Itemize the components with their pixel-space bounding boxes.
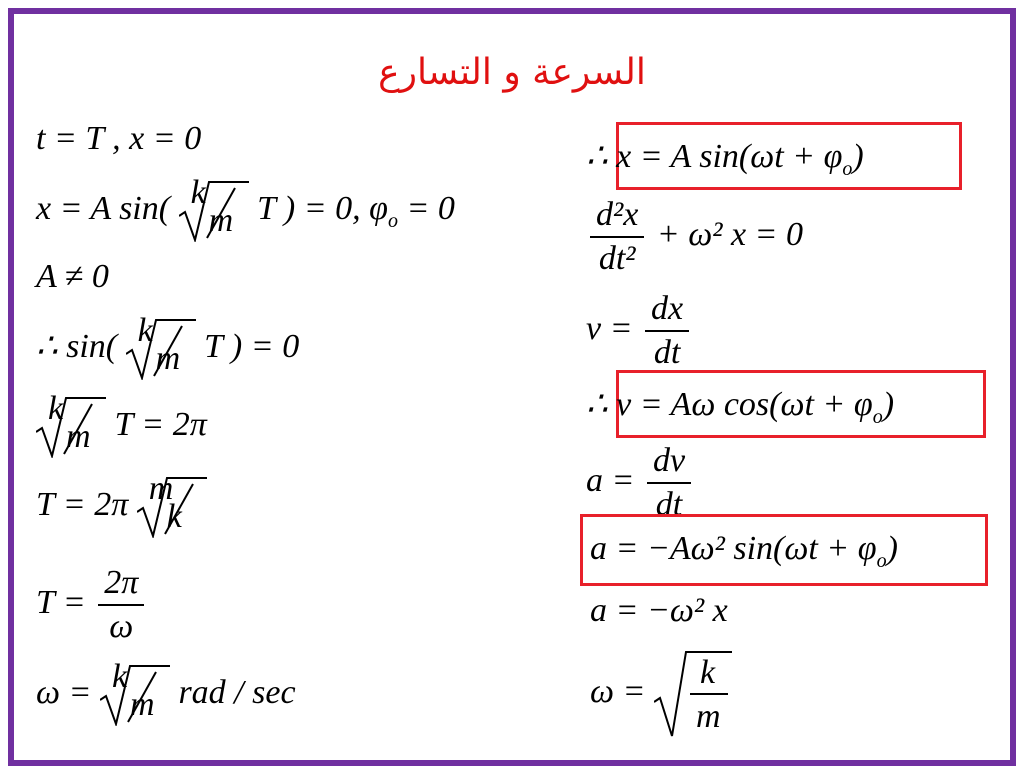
fraction-dx-dt <box>645 292 689 370</box>
left-eq-5 <box>36 390 207 458</box>
fraction-numerator: dv <box>652 442 686 479</box>
left-eq-2-b: T ) = 0, φ <box>257 189 388 227</box>
fraction-denominator: ω <box>98 604 144 644</box>
left-eq-3: A ≠ 0 <box>36 258 109 295</box>
right-eq-6-c: ) <box>886 530 898 567</box>
fraction-numerator: d²x <box>596 196 639 233</box>
fraction-denominator: m <box>695 698 721 735</box>
fraction-denominator: dt <box>645 330 689 370</box>
left-eq-7-a: T = <box>36 583 86 621</box>
left-eq-4 <box>36 312 300 380</box>
phi-subscript: o <box>842 158 853 180</box>
right-eq-2-b: + ω² x = 0 <box>656 215 803 253</box>
left-eq-8 <box>36 658 296 726</box>
sqrt-k-over-m <box>126 312 196 380</box>
left-eq-6-a: T = 2π <box>36 485 129 523</box>
fraction-numerator: dx <box>651 290 684 327</box>
fraction-2pi-over-omega <box>98 566 144 644</box>
left-eq-4-b: T ) = 0 <box>204 327 300 365</box>
left-eq-2 <box>36 174 455 242</box>
left-eq-8-b: rad / sec <box>178 673 296 711</box>
right-eq-5 <box>586 444 695 522</box>
left-eq-2-c: = 0 <box>397 189 455 227</box>
fraction-second-derivative <box>590 198 644 276</box>
sqrt-k-over-m <box>100 658 170 726</box>
left-eq-2-a: x = A sin( <box>36 189 171 227</box>
left-eq-1: t = T , x = 0 <box>36 120 202 157</box>
phi-subscript: o <box>876 550 887 572</box>
k-symbol: k <box>190 174 206 211</box>
right-eq-8 <box>590 650 732 738</box>
fraction-denominator: dt <box>647 482 691 522</box>
m-symbol: m <box>208 202 234 239</box>
sqrt-k-over-m <box>36 390 106 458</box>
right-eq-6-a: a = −Aω² sin(ωt + φ <box>590 530 877 567</box>
right-eq-4 <box>586 388 894 427</box>
sqrt-fraction-k-m <box>654 650 732 738</box>
slide-title: السرعة و التسارع <box>378 52 646 93</box>
m-symbol: m <box>66 418 91 455</box>
right-eq-7: a = −ω² x <box>590 592 728 629</box>
right-eq-3-a: v = <box>586 309 633 347</box>
phi-subscript: o <box>872 406 883 428</box>
left-eq-8-a: ω = <box>36 673 92 711</box>
right-eq-1 <box>586 140 864 179</box>
sqrt-k-over-m <box>179 174 249 242</box>
fraction-numerator: 2π <box>104 564 139 601</box>
right-eq-8-a: ω = <box>590 672 646 710</box>
k-symbol: k <box>166 498 182 535</box>
k-symbol: k <box>48 390 64 427</box>
left-eq-6 <box>36 470 207 538</box>
phi-subscript: o <box>387 209 398 232</box>
fraction-numerator: k <box>699 654 716 691</box>
k-symbol: k <box>137 312 153 349</box>
right-eq-6 <box>590 532 898 571</box>
right-eq-2 <box>586 198 803 276</box>
sqrt-m-over-k <box>137 470 207 538</box>
fraction-dv-dt <box>647 444 691 522</box>
fraction-denominator: dt² <box>590 236 644 276</box>
right-eq-3 <box>586 292 693 370</box>
right-eq-1-a: ∴ x = A sin(ωt + φ <box>586 138 843 175</box>
right-eq-5-a: a = <box>586 461 635 499</box>
m-symbol: m <box>129 686 155 723</box>
k-symbol: k <box>111 658 128 695</box>
right-eq-4-a: ∴ v = Aω cos(ωt + φ <box>586 386 873 423</box>
right-eq-4-c: ) <box>882 386 895 423</box>
right-eq-1-c: ) <box>852 138 864 175</box>
slide-frame <box>8 8 1016 766</box>
m-symbol: m <box>155 340 181 377</box>
left-eq-7 <box>36 566 148 644</box>
left-eq-4-a: ∴ sin( <box>36 327 118 365</box>
m-symbol: m <box>148 470 174 507</box>
left-eq-5-b: T = 2π <box>114 405 207 443</box>
